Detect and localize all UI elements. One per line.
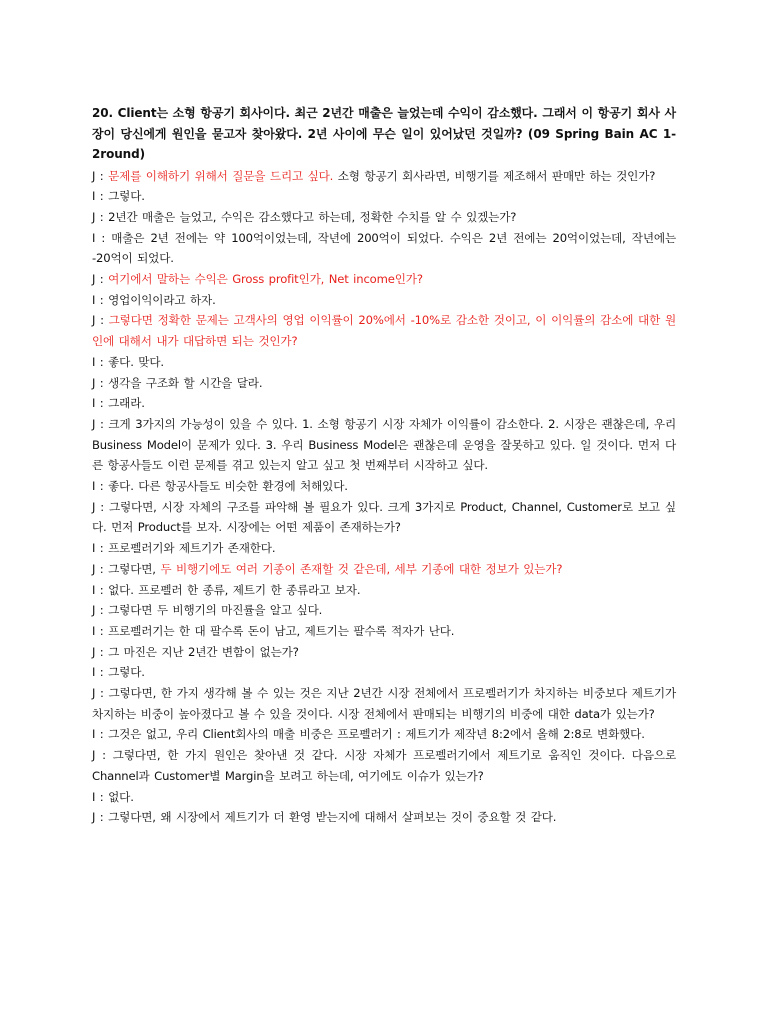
dialogue-line <box>92 186 676 207</box>
line-text: J : 그렇다면, 한 가지 생각해 볼 수 있는 것은 지난 2년간 시장 전체에서 프로펠러기가 차지하는 비중보다 제트기가 차지하는 비중이 높아졌다고 볼 수 있을 것이다. 시장 전체에서 판매되는 비행기의 비중에 대한 data가 있는가? <box>92 686 676 721</box>
line-text: I : 프로펠러기는 한 대 팔수록 돈이 남고, 제트기는 팔수록 적자가 난다. <box>92 623 455 638</box>
dialogue-line <box>92 207 676 228</box>
dialogue-line <box>92 373 676 394</box>
document-page <box>92 103 676 828</box>
dialogue-line <box>92 621 676 642</box>
line-text: J : 그렇다면, 시장 자체의 구조를 파악해 볼 필요가 있다. 크게 3가지로 Product, Channel, Customer로 보고 싶다. 먼저 Product를 보자. 시장에는 어떤 제품이 존재하는가? <box>92 499 676 535</box>
dialogue-line <box>92 393 676 414</box>
highlighted-question: 두 비행기에도 여러 기종이 존재할 것 같은데, 세부 기종에 대한 정보가 있는가? <box>160 561 563 576</box>
dialogue-line <box>92 683 676 724</box>
dialogue-line <box>92 497 676 538</box>
dialogue-line <box>92 724 676 745</box>
line-text-continued: 소형 항공기 회사라면, 비행기를 제조해서 판매만 하는 것인가? <box>333 168 656 183</box>
line-text: J : 그 마진은 지난 2년간 변함이 없는가? <box>92 644 299 659</box>
line-text: J : 2년간 매출은 늘었고, 수익은 감소했다고 하는데, 정확한 수치를 알 수 있겠는가? <box>92 209 517 224</box>
line-text: J : <box>92 313 109 328</box>
line-text: I : 그렇다. <box>92 665 145 680</box>
line-text: J : 그렇다면 두 비행기의 마진률을 알고 싶다. <box>92 603 323 618</box>
dialogue-line <box>92 166 676 187</box>
dialogue-line <box>92 269 676 290</box>
question-title: 20. Client는 소형 항공기 회사이다. 최근 2년간 매출은 늘었는데 수익이 감소했다. 그래서 이 항공기 회사 사장이 당신에게 원인을 묻고자 찾아왔다. 2년 사이에 무슨 일이 있어났던 것일까? (09 Spring Bain AC 1-2round) <box>92 106 676 161</box>
line-text: I : 그것은 없고, 우리 Client회사의 매출 비중은 프로펠러기 : 제트기가 제작년 8:2에서 올해 2:8로 변화했다. <box>92 727 645 742</box>
line-text: I : 좋다. 맞다. <box>92 354 164 369</box>
dialogue-line <box>92 642 676 663</box>
dialogue-line <box>92 745 676 786</box>
line-text: I : 없다. 프로펠러 한 종류, 제트기 한 종류라고 보자. <box>92 582 361 597</box>
line-text: J : 그렇다면, 왜 시장에서 제트기가 더 환영 받는지에 대해서 살펴보는 것이 중요할 것 같다. <box>92 810 557 825</box>
line-text: J : 크게 3가지의 가능성이 있을 수 있다. 1. 소형 항공기 시장 자체가 이익률이 감소한다. 2. 시장은 괜찮은데, 우리 Business Model이 문제가 있다. 3. 우리 Business Model은 괜찮은데 운영을 잘못하고 있다. 일 것이다. 먼저 다른 항공사들도 이런 문제를 겪고 있는지 알고 싶고 첫 번째부터 시작하고 싶다. <box>92 416 676 473</box>
dialogue-line <box>92 662 676 683</box>
line-text: I : 영업이익이라고 하자. <box>92 292 216 307</box>
dialogue-line <box>92 807 676 828</box>
line-text: I : 프로펠러기와 제트기가 존재한다. <box>92 541 276 556</box>
dialogue-line <box>92 600 676 621</box>
highlighted-question: 문제를 이해하기 위해서 질문을 드리고 싶다. <box>108 168 334 183</box>
line-text: J : <box>92 272 109 287</box>
line-text: I : 그래라. <box>92 396 145 411</box>
dialogue-line <box>92 559 676 580</box>
dialogue-line <box>92 787 676 808</box>
line-text: J : 생각을 구조화 할 시간을 달라. <box>92 375 263 390</box>
line-text: I : 없다. <box>92 789 134 804</box>
dialogue-line <box>92 538 676 559</box>
highlighted-question: 여기에서 말하는 수익은 Gross profit인가, Net income인가? <box>108 272 423 287</box>
highlighted-question: 그렇다면 정확한 문제는 고객사의 영업 이익률이 20%에서 -10%로 감소한 것이고, 이 이익률의 감소에 대한 원인에 대해서 내가 대답하면 되는 것인가? <box>92 313 676 349</box>
line-text: I : 좋다. 다른 항공사들도 비슷한 환경에 처해있다. <box>92 479 348 494</box>
line-text: J : 그렇다면, 한 가지 원인은 찾아낸 것 같다. 시장 자체가 프로펠러기에서 제트기로 움직인 것이다. 다음으로 Channel과 Customer별 Margin을 보려고 하는데, 여기에도 이슈가 있는가? <box>92 748 676 783</box>
dialogue-line <box>92 414 676 476</box>
dialogue-line <box>92 476 676 497</box>
dialogue-line <box>92 352 676 373</box>
line-text: J : <box>92 168 109 183</box>
dialogue <box>92 166 676 829</box>
line-text: I : 매출은 2년 전에는 약 100억이었는데, 작년에 200억이 되었다. 수익은 2년 전에는 20억이었는데, 작년에는 -20억이 되었다. <box>92 230 676 266</box>
line-text: J : 그렇다면, <box>92 561 161 576</box>
dialogue-line <box>92 310 676 351</box>
dialogue-line <box>92 228 676 269</box>
dialogue-line <box>92 580 676 601</box>
dialogue-line <box>92 290 676 311</box>
line-text: I : 그렇다. <box>92 189 145 204</box>
